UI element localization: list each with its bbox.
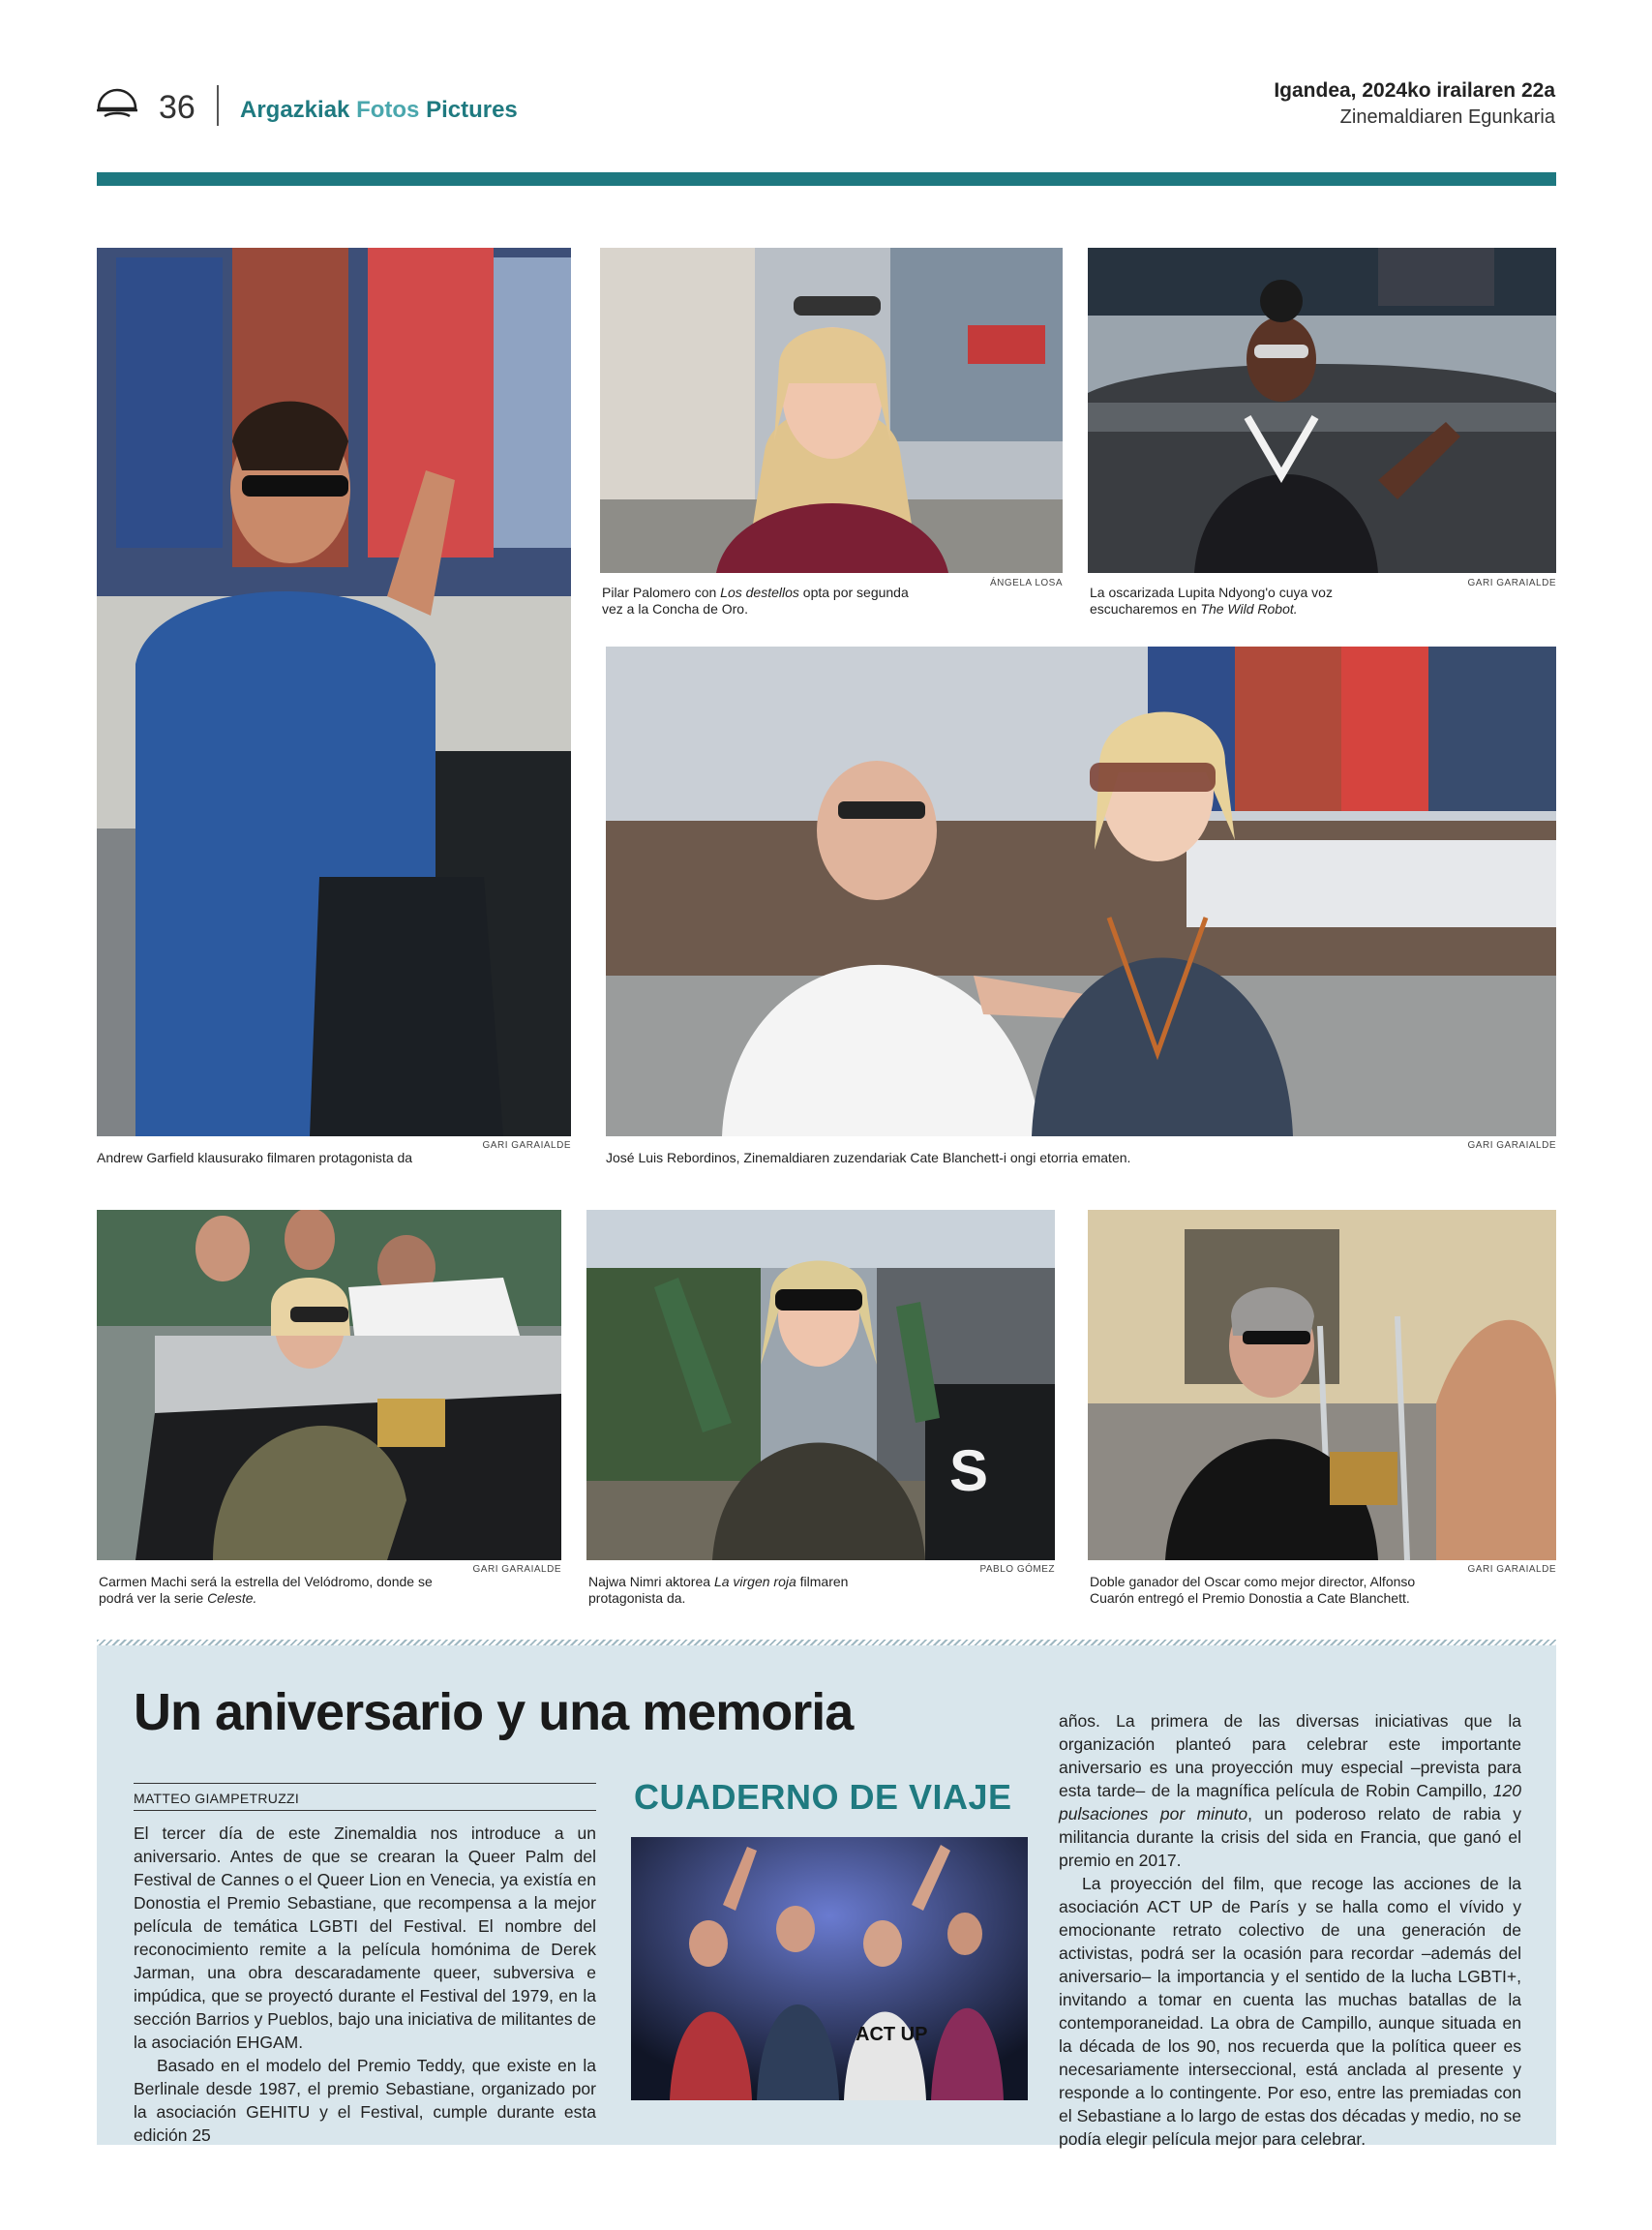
publication-name: Zinemaldiaren Egunkaria — [1339, 106, 1555, 128]
article-text: años. La primera de las diversas iniciativas que la organización planteó para celebrar este importante aniversario es una proyección muy especial –prevista para esta tarde– de la magnífica película de Robin Campillo, — [1059, 1711, 1521, 1800]
article-headline: Un aniversario y una memoria — [134, 1683, 854, 1741]
photo-120-pulsaciones — [631, 1837, 1028, 2100]
photo-carmen-machi — [97, 1210, 561, 1560]
caption-pilar-palomero-post: opta por segunda vez a la Concha de Oro. — [602, 585, 909, 617]
header-rule — [97, 172, 1556, 186]
caption-najwa-nimri-pre: Najwa Nimri aktorea — [588, 1574, 714, 1589]
credit-rebordinos-blanchett: GARI GARAIALDE — [1467, 1140, 1556, 1151]
credit-carmen-machi: GARI GARAIALDE — [472, 1564, 561, 1575]
caption-andrew-garfield: Andrew Garfield klausurako filmaren protagonista da — [97, 1150, 413, 1165]
caption-najwa-nimri — [588, 1574, 898, 1607]
article-column-1 — [134, 1822, 596, 2147]
festival-shell-logo-icon — [95, 87, 139, 120]
caption-alfonso-cuaron: Doble ganador del Oscar como mejor director, Alfonso Cuarón entregó el Premio Donostia a Cate Blanchett. — [1090, 1574, 1416, 1606]
caption-lupita-nyongo-pre: La oscarizada Lupita Ndyong'o cuya voz escucharemos en — [1090, 585, 1333, 617]
section-title-eu: Argazkiak — [240, 97, 350, 123]
caption-lupita-nyongo-title: The Wild Robot. — [1200, 601, 1298, 617]
photo-lupita-nyongo — [1088, 248, 1556, 573]
caption-pilar-palomero — [602, 585, 931, 618]
svg-text:ACT UP: ACT UP — [856, 2024, 928, 2045]
article-text: , un poderoso relato de rabia y militancia durante la crisis del sida en Francia, que ganó el premio en 2017. — [1059, 1804, 1521, 1870]
caption-carmen-machi-title: Celeste. — [207, 1590, 257, 1606]
photo-pilar-palomero — [600, 248, 1063, 573]
section-title — [240, 97, 518, 124]
credit-alfonso-cuaron: GARI GARAIALDE — [1467, 1564, 1556, 1575]
credit-najwa-nimri: PABLO GÓMEZ — [979, 1564, 1055, 1575]
byline-rule-bottom — [134, 1810, 596, 1811]
article-column-3 — [1059, 1709, 1521, 2151]
caption-carmen-machi — [99, 1574, 447, 1607]
credit-pilar-palomero: ÁNGELA LOSA — [990, 578, 1063, 588]
caption-lupita-nyongo — [1090, 585, 1399, 618]
issue-date: Igandea, 2024ko irailaren 22a — [1274, 79, 1555, 102]
photo-najwa-nimri — [586, 1210, 1055, 1560]
svg-text:S: S — [949, 1438, 989, 1503]
header-divider — [217, 85, 219, 126]
page-number: 36 — [159, 89, 195, 126]
caption-carmen-machi-pre: Carmen Machi será la estrella del Velódromo, donde se podrá ver la serie — [99, 1574, 433, 1606]
article-paragraph: Basado en el modelo del Premio Teddy, que existe en la Berlinale desde 1987, el premio Sebastiane, organizado por la asociación GEHITU y el Festival, cumple durante esta edición 25 — [134, 2056, 596, 2145]
article-paragraph: La proyección del film, que recoge las acciones de la asociación ACT UP de París y se halla como el vívido y emocionante retrato colectivo de una generación de activistas, podrá ser la ocasión para recordar –además del aniversario– la importancia y el sentido de la lucha LGBTI+, invitando a tomar en cuenta las muchas batallas de la contemporaneidad. La obra de Campillo, aunque situada en la década de los 90, nos recuerda que la política queer es necesariamente interseccional, está anclada al presente y responde a lo contingente. Por eso, entre las premiadas con el Sebastiane a lo largo de estas dos décadas y medio, no se podía elegir película mejor para celebrar. — [1059, 1874, 1521, 2149]
film-title: 120 pulsaciones por minuto — [1059, 1781, 1521, 1823]
photo-alfonso-cuaron — [1088, 1210, 1556, 1560]
article-paragraph — [1059, 1709, 1521, 1872]
byline-rule-top — [134, 1783, 596, 1784]
credit-andrew-garfield: GARI GARAIALDE — [482, 1140, 571, 1151]
section-title-en: Pictures — [426, 97, 518, 123]
caption-rebordinos-blanchett: José Luis Rebordinos, Zinemaldiaren zuzendariak Cate Blanchett-i ongi etorria ematen. — [606, 1150, 1131, 1165]
caption-najwa-nimri-post: filmaren protagonista da. — [588, 1574, 849, 1606]
photo-rebordinos-blanchett — [606, 647, 1556, 1136]
caption-najwa-nimri-title: La virgen roja — [713, 1574, 796, 1589]
credit-lupita-nyongo: GARI GARAIALDE — [1467, 578, 1556, 588]
article-byline: MATTEO GIAMPETRUZZI — [134, 1791, 300, 1806]
column-kicker: CUADERNO DE VIAJE — [634, 1777, 1012, 1817]
section-title-es: Fotos — [356, 97, 420, 123]
article-paragraph: El tercer día de este Zinemaldia nos introduce a un aniversario. Antes de que se crearan la Queer Palm del Festival de Cannes o el Queer Lion en Venecia, ya existía en Donostia el Premio Sebastiane, que recompensa a la mejor película de temática LGBTI del Festival. El nombre del reconocimiento remite a la película homónima de Derek Jarman, una obra descaradamente queer, subversiva e impúdica, que se proyectó durante el Festival del 1979, en la sección Barrios y Pueblos, bajo una iniciativa de militantes de la asociación EHGAM. — [134, 1823, 596, 2052]
caption-pilar-palomero-pre: Pilar Palomero con — [602, 585, 721, 600]
caption-pilar-palomero-title: Los destellos — [720, 585, 799, 600]
photo-andrew-garfield — [97, 248, 571, 1136]
